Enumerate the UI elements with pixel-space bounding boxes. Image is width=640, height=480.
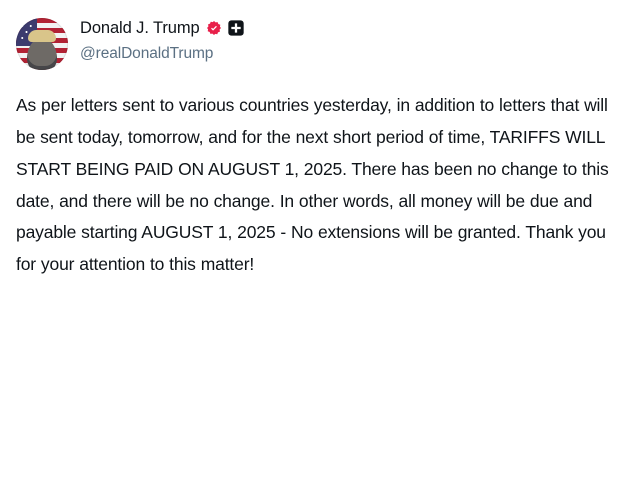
flag-stripes bbox=[16, 18, 68, 70]
author-handle[interactable]: @realDonaldTrump bbox=[80, 44, 214, 62]
flag-canton bbox=[16, 18, 37, 46]
portrait-silhouette bbox=[27, 38, 57, 70]
author-identity bbox=[80, 18, 244, 63]
avatar[interactable] bbox=[16, 18, 68, 70]
post-text: As per letters sent to various countries yesterday, in addition to letters that will be sent today, tomorrow, and for the next short period of time, TARIFFS WILL START BEING PAID ON AUGUST 1, 2025. There has been no change to this date, and there will be no change. In other words, all money will be due and payable starting AUGUST 1, 2025 - No extensions will be granted. Thank you for your attention to this matter! bbox=[16, 95, 609, 275]
affiliate-cross-icon[interactable] bbox=[228, 20, 244, 36]
author-name-row bbox=[80, 20, 244, 37]
verified-check-icon[interactable] bbox=[206, 20, 222, 36]
post-header bbox=[16, 18, 624, 70]
author-display-name[interactable]: Donald J. Trump bbox=[80, 19, 200, 37]
portrait-hair bbox=[28, 30, 56, 42]
